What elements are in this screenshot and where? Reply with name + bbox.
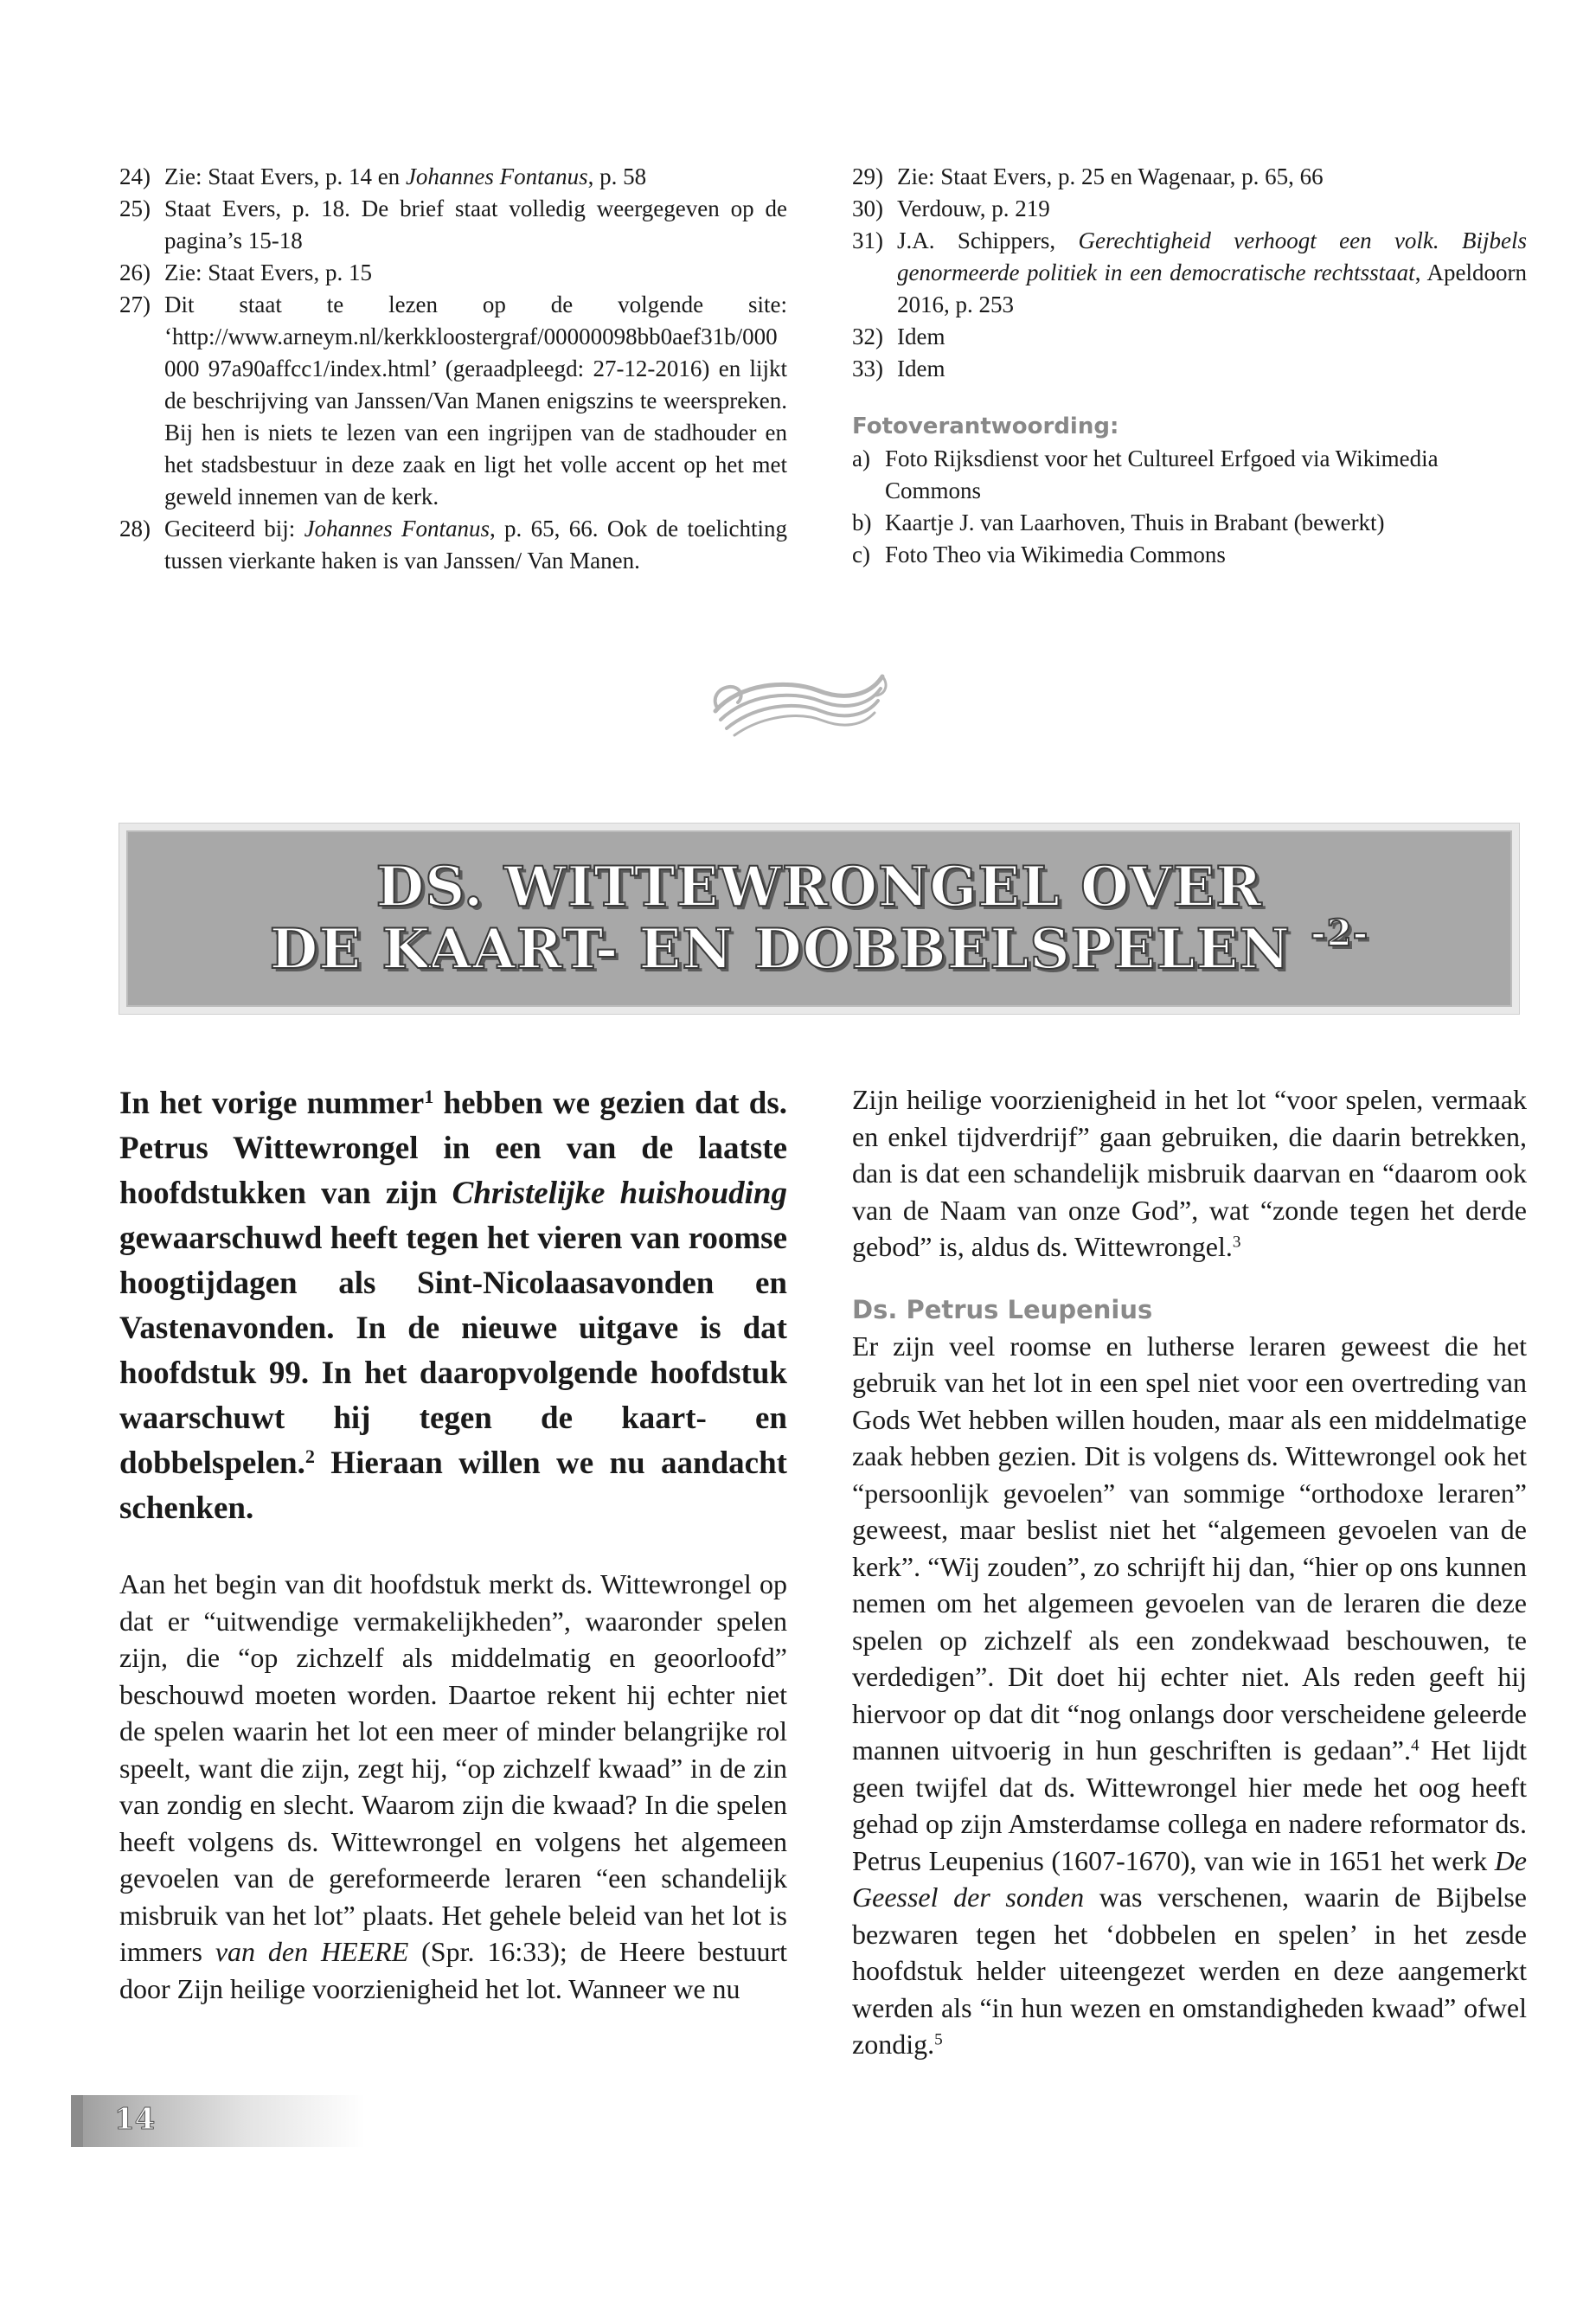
footnote-33: 33) Idem	[852, 353, 1527, 385]
body-column-left	[119, 1081, 787, 2007]
footnote-29: 29) Zie: Staat Evers, p. 25 en Wagenaar, p. 65, 66	[852, 161, 1527, 193]
footnote-number: 28)	[119, 516, 151, 542]
footnote-27: 27) Dit staat te lezen op de volgende site: ‘http://www.arneym.nl/kerkkloostergraf/00000098bb0aef31b/000000 97a90affcc1/index.html’ (geraadpleegd: 27-12-2016) en lijkt de beschrijving van Janssen/Van Manen enigszins te weerspreken. Bij hen is niets te lezen van een ingrijpen van de stadhouder en het stadsbestuur in deze zaak en ligt het volle accent op het met geweld innemen van de kerk.	[119, 289, 787, 513]
photo-credit: b) Kaartje J. van Laarhoven, Thuis in Brabant (bewerkt)	[852, 507, 1527, 539]
book-title: Christelijke huishouding	[452, 1176, 787, 1211]
title-line-2: DE KAART- EN DOBBELSPELEN $^{-2-}$	[269, 912, 1369, 982]
book-title: Johannes Fontanus	[405, 163, 588, 189]
section-heading: Ds. Petrus Leupenius	[852, 1294, 1153, 1324]
footnote-number: 24)	[119, 163, 151, 189]
emphasis: van den HEERE	[215, 1936, 409, 1967]
continued-text: Zijn heilige voorzienigheid in het lot “voor spelen, vermaak en enkel tijdverdrijf” gaan gebruiken, die daarin betrekken, dan is dat een schandelijk misbruik daarvan en “daarom ook van de Naam van onze God”, wat “zonde tegen het derde gebod” is, aldus ds. Wittewrongel.	[852, 1084, 1527, 1262]
page-number-stripe	[71, 2095, 83, 2147]
footnotes-right	[852, 161, 1527, 571]
footnote-31: 31) J.A. Schippers, Gerechtigheid verhoogt een volk. Bijbels genormeerde politiek in een democratische rechtsstaat, Apeldoorn 2016, p. 253	[852, 225, 1527, 321]
footnote-ref: 4	[1411, 1736, 1420, 1755]
footnote-30: 30) Verdouw, p. 219	[852, 193, 1527, 225]
footnote-28: 28) Geciteerd bij: Johannes Fontanus, p. 65, 66. Ook de toelichting tussen vierkante haken is van Janssen/ Van Manen.	[119, 513, 787, 577]
footnote-number: 27)	[119, 292, 151, 317]
body-paragraph-continued	[852, 1081, 1527, 1266]
intro-paragraph: In het vorige nummer$^1$ hebben we gezien dat ds. Petrus Wittewrongel in een van de laatste hoofdstukken van zijn Christelijke huishouding gewaarschuwd heeft tegen het vieren van roomse hoogtijdagen als Sint-Nicolaasavonden en Vastenavonden. In de nieuwe uitgave is dat hoofdstuk 99. In het daaropvolgende hoofdstuk waarschuwt hij tegen de kaart- en dobbelspelen.$^2$ Hieraan willen we nu aandacht schenken.	[119, 1085, 787, 1526]
photo-credit: c) Foto Theo via Wikimedia Commons	[852, 539, 1527, 571]
footnote-ref: 3	[1232, 1233, 1241, 1252]
footnote-24: 24) Zie: Staat Evers, p. 14 en Johannes Fontanus, p. 58	[119, 161, 787, 193]
book-title: Johannes Fontanus	[304, 516, 490, 542]
title-part-number: -2-	[1311, 912, 1369, 954]
swirl-ornament-icon	[705, 657, 891, 748]
credit-label: a)	[852, 445, 870, 471]
body-column-right	[852, 1081, 1527, 2063]
footnote-ref: 1	[424, 1085, 434, 1107]
footnote-number: 26)	[119, 260, 151, 285]
article-title-banner	[119, 824, 1519, 1014]
footnote-number: 33)	[852, 356, 883, 381]
footnote-32: 32) Idem	[852, 321, 1527, 353]
footnote-number: 32)	[852, 324, 883, 349]
title-line-1: DS. WITTEWRONGEL OVER	[375, 855, 1263, 920]
footnote-number: 30)	[852, 195, 883, 221]
page-number: 14	[114, 2102, 156, 2137]
credit-label: c)	[852, 542, 870, 567]
photo-credits-heading: Fotoverantwoording:	[852, 413, 1119, 439]
footnote-number: 31)	[852, 228, 883, 253]
footnote-ref: 5	[934, 2030, 943, 2049]
book-title: De Geessel der sonden	[852, 1844, 1527, 1913]
footnote-number: 25)	[119, 195, 151, 221]
footnote-number: 29)	[852, 163, 883, 189]
photo-credit: a) Foto Rijksdienst voor het Cultureel Erfgoed via Wikimedia Commons	[852, 443, 1527, 507]
footnote-ref: 2	[304, 1445, 315, 1467]
footnotes-left	[119, 161, 787, 577]
page-number-bar	[71, 2095, 365, 2147]
body-paragraph: Aan het begin van dit hoofdstuk merkt ds. Wittewrongel op dat er “uitwendige vermakelijkheden”, waaronder spelen zijn, die “op zichzelf als middelmatig en geoorloofd” beschouwd moeten worden. Daartoe rekent hij echter niet de spelen waarin het lot een meer of minder belangrijke rol speelt, want die zijn, zegt hij, “op zichzelf kwaad” in de zin van zondig en slecht. Waarom zijn die kwaad? In die spelen heeft volgens ds. Wittewrongel en volgens het algemeen gevoelen van de gereformeerde leraren “een schandelijk misbruik van het lot” plaats. Het gehele beleid van het lot is immers van den HEERE (Spr. 16:33); de Heere bestuurt door Zijn heilige voorzienigheid het lot. Wanneer we nu	[119, 1568, 788, 2004]
banner-inner	[126, 830, 1512, 1007]
body-paragraph: Er zijn veel roomse en lutherse leraren geweest die het gebruik van het lot in een spel niet voor een overtreding van Gods Wet hebben willen houden, maar als een middelmatige zaak hebben gezien. Dit is volgens ds. Wittewrongel ook het “persoonlijk gevoelen” van sommige “orthodoxe leraren” geweest, maar beslist niet het “algemeen gevoelen van de kerk”. “Wij zouden”, zo schrijft hij dan, “hier op ons kunnen nemen om het algemeen gevoelen van de leraren die deze spelen op zichzelf als een zondekwaad beschouwen, te verdedigen”. Dit doet hij echter niet. Als reden geeft hij hiervoor op dat dit “nog onlangs door verscheidene geleerde mannen uitvoerig in hun geschriften is gedaan”.$^4$ Het lijdt geen twijfel dat ds. Wittewrongel hier mede het oog heeft gehad op zijn Amsterdamse collega en nadere reformator ds. Petrus Leupenius (1607-1670), van wie in 1651 het werk De Geessel der sonden was verschenen, waarin de Bijbelse bezwaren tegen het ‘dobbelen en spelen’ in het zesde hoofdstuk helder uiteengezet werden en deze aangemerkt werden als “in hun wezen en omstandigheden kwaad” ofwel zondig.$^5$	[852, 1330, 1528, 2060]
footnote-26: 26) Zie: Staat Evers, p. 15	[119, 257, 787, 289]
credit-label: b)	[852, 510, 872, 535]
book-title: Gerechtigheid verhoogt een volk. Bijbels genormeerde politiek in een democratische rechtsstaat	[897, 228, 1528, 285]
footnote-25: 25) Staat Evers, p. 18. De brief staat volledig weergegeven op de pagina’s 15-18	[119, 193, 787, 257]
